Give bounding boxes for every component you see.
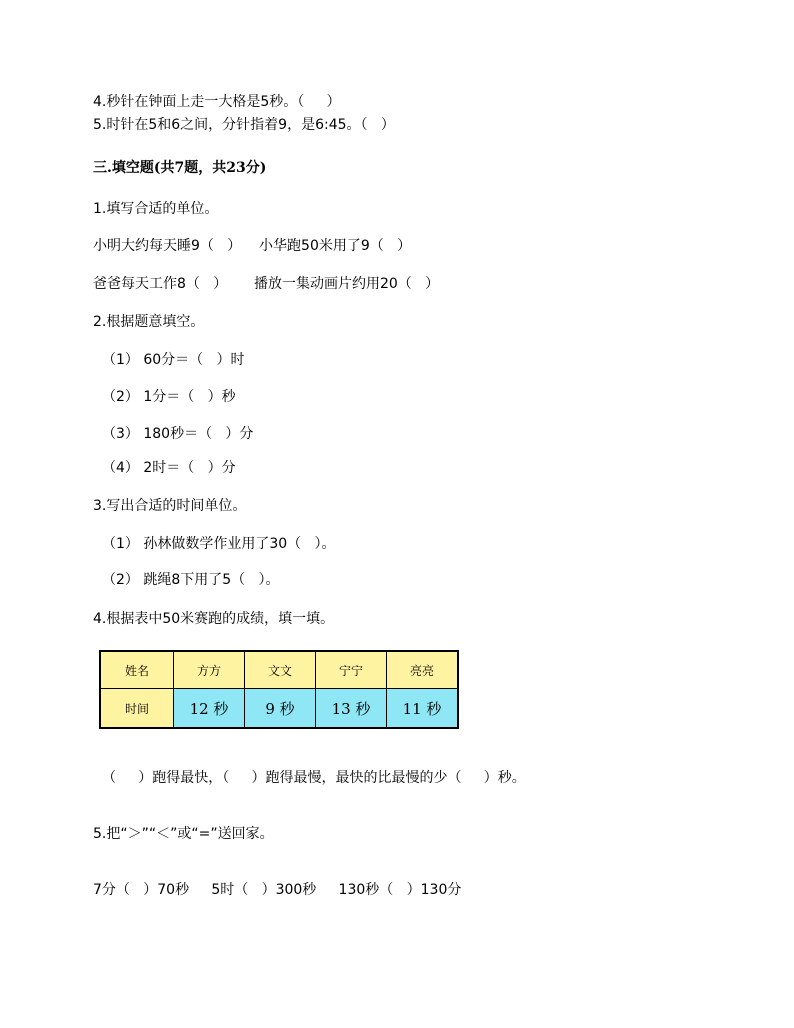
question-2-item-3: （3） 180秒＝（ ）分 [102, 426, 254, 442]
table-row-times [100, 689, 458, 729]
question-2-title: 2.根据题意填空。 [93, 314, 205, 330]
runner-name: 文文 [245, 651, 316, 689]
question-2-item-4: （4） 2时＝（ ）分 [102, 460, 236, 476]
judge-item-4: 4.秒针在钟面上走一大格是5秒。（ ） [93, 94, 341, 110]
question-1-line-b: 爸爸每天工作8（ ） 播放一集动画片约用20（ ） [93, 276, 440, 292]
table-row-names [100, 651, 458, 689]
runner-time: 13 秒 [316, 689, 387, 729]
question-4-title: 4.根据表中50米赛跑的成绩，填一填。 [93, 611, 335, 627]
question-5-comparisons: 7分（ ）70秒 5时（ ）300秒 130秒（ ）130分 [93, 882, 462, 898]
question-5-title: 5.把“＞”“＜”或“=”送回家。 [93, 826, 274, 842]
question-3-title: 3.写出合适的时间单位。 [93, 498, 247, 514]
question-3-item-2: （2） 跳绳8下用了5（ ）。 [102, 572, 280, 588]
question-1-title: 1.填写合适的单位。 [93, 201, 219, 217]
row-label-time: 时间 [100, 689, 174, 729]
race-results-table [99, 650, 459, 729]
runner-time: 9 秒 [245, 689, 316, 729]
question-3-item-1: （1） 孙林做数学作业用了30（ ）。 [102, 536, 336, 552]
runner-time: 11 秒 [387, 689, 459, 729]
runner-name: 亮亮 [387, 651, 459, 689]
question-1-line-a: 小明大约每天睡9（ ） 小华跑50米用了9（ ） [93, 238, 412, 254]
question-4-blanks: （ ）跑得最快，（ ）跑得最慢，最快的比最慢的少（ ）秒。 [102, 770, 526, 786]
runner-name: 方方 [174, 651, 245, 689]
judge-item-5: 5.时针在5和6之间，分针指着9，是6:45。（ ） [93, 117, 395, 133]
runner-time: 12 秒 [174, 689, 245, 729]
question-2-item-2: （2） 1分＝（ ）秒 [102, 389, 236, 405]
row-label-name: 姓名 [100, 651, 174, 689]
section-title-fill-blank: 三.填空题(共7题，共23分) [93, 160, 267, 176]
runner-name: 宁宁 [316, 651, 387, 689]
question-2-item-1: （1） 60分＝（ ）时 [102, 352, 245, 368]
